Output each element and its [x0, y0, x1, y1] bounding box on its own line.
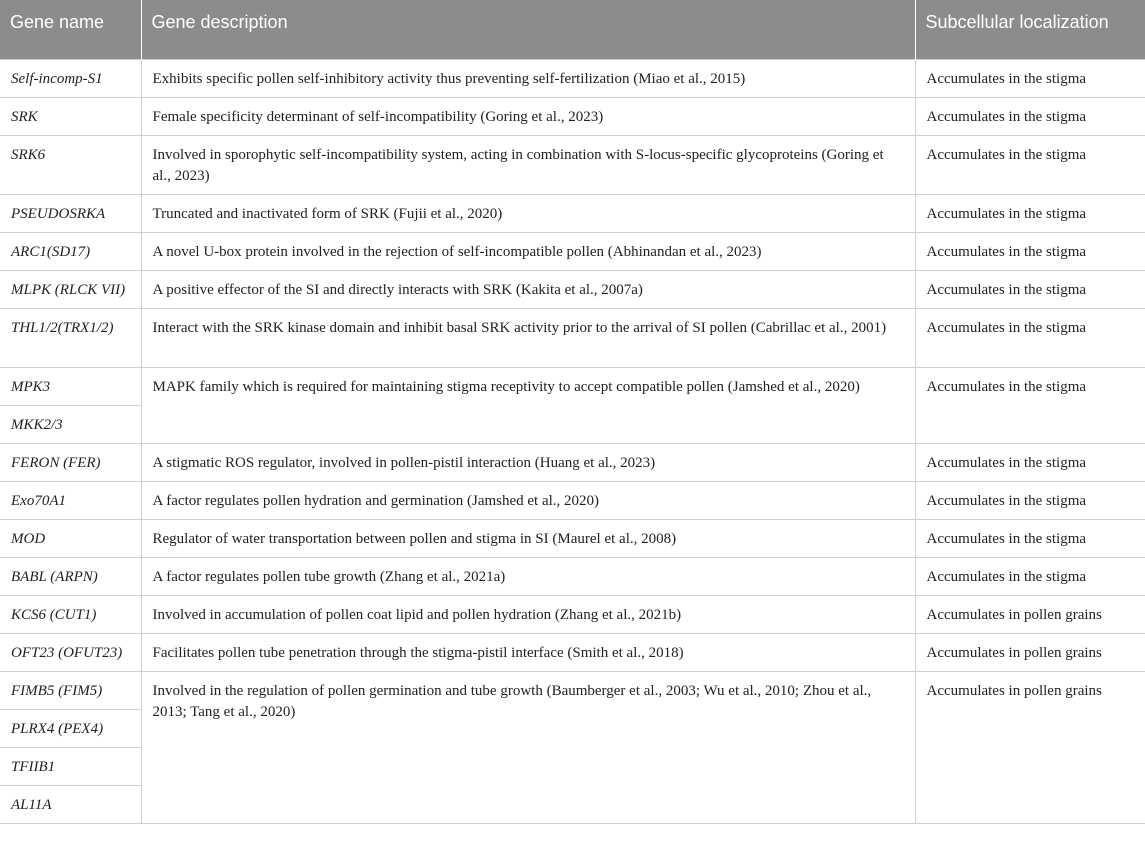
table-row: [0, 194, 1145, 232]
table-row: [0, 59, 1145, 97]
localization-cell: Accumulates in pollen grains: [915, 633, 1145, 671]
table-row: [0, 97, 1145, 135]
header-row: [0, 0, 1145, 59]
table-row: [0, 443, 1145, 481]
gene-name-cell: PSEUDOSRKA: [0, 194, 141, 232]
gene-description-cell: A factor regulates pollen tube growth (Zhang et al., 2021a): [141, 557, 915, 595]
gene-description-cell: Interact with the SRK kinase domain and inhibit basal SRK activity prior to the arrival of SI pollen (Cabrillac et al., 2001): [141, 308, 915, 367]
gene-name-cell: FERON (FER): [0, 443, 141, 481]
gene-description-cell: Regulator of water transportation between pollen and stigma in SI (Maurel et al., 2008): [141, 519, 915, 557]
localization-cell: Accumulates in the stigma: [915, 481, 1145, 519]
gene-description-cell: Exhibits specific pollen self-inhibitory activity thus preventing self-fertilization (Miao et al., 2015): [141, 59, 915, 97]
table-row: [0, 232, 1145, 270]
localization-cell: Accumulates in the stigma: [915, 443, 1145, 481]
localization-cell: Accumulates in pollen grains: [915, 595, 1145, 633]
gene-description-cell: Truncated and inactivated form of SRK (Fujii et al., 2020): [141, 194, 915, 232]
localization-cell: Accumulates in the stigma: [915, 367, 1145, 443]
gene-name-cell: PLRX4 (PEX4): [0, 709, 141, 747]
table-row: [0, 595, 1145, 633]
localization-cell: Accumulates in the stigma: [915, 270, 1145, 308]
gene-description-cell: A stigmatic ROS regulator, involved in pollen-pistil interaction (Huang et al., 2023): [141, 443, 915, 481]
localization-cell: Accumulates in the stigma: [915, 135, 1145, 194]
table-row: [0, 519, 1145, 557]
gene-name-cell: OFT23 (OFUT23): [0, 633, 141, 671]
gene-name-cell: BABL (ARPN): [0, 557, 141, 595]
gene-description-cell: A novel U-box protein involved in the rejection of self-incompatible pollen (Abhinandan et al., 2023): [141, 232, 915, 270]
gene-name-cell: THL1/2(TRX1/2): [0, 308, 141, 367]
gene-description-cell: A factor regulates pollen hydration and germination (Jamshed et al., 2020): [141, 481, 915, 519]
gene-name-cell: Self-incomp-S1: [0, 59, 141, 97]
gene-name-cell: Exo70A1: [0, 481, 141, 519]
localization-cell: Accumulates in pollen grains: [915, 671, 1145, 823]
gene-name-cell: MLPK (RLCK VII): [0, 270, 141, 308]
localization-cell: Accumulates in the stigma: [915, 557, 1145, 595]
gene-name-cell: AL11A: [0, 785, 141, 823]
header-subcellular-localization: Subcellular localization: [915, 0, 1145, 59]
gene-name-cell: KCS6 (CUT1): [0, 595, 141, 633]
gene-name-cell: SRK: [0, 97, 141, 135]
gene-name-cell: MOD: [0, 519, 141, 557]
gene-description-cell: Involved in the regulation of pollen germination and tube growth (Baumberger et al., 2003; Wu et al., 2010; Zhou et al., 2013; Tang et al., 2020): [141, 671, 915, 823]
gene-name-cell: ARC1(SD17): [0, 232, 141, 270]
localization-cell: Accumulates in the stigma: [915, 308, 1145, 367]
header-gene-name: Gene name: [0, 0, 141, 59]
gene-name-cell: TFIIB1: [0, 747, 141, 785]
gene-name-cell: MPK3: [0, 367, 141, 405]
table-row: [0, 481, 1145, 519]
gene-name-cell: MKK2/3: [0, 405, 141, 443]
gene-name-cell: FIMB5 (FIM5): [0, 671, 141, 709]
gene-description-cell: MAPK family which is required for maintaining stigma receptivity to accept compatible pollen (Jamshed et al., 2020): [141, 367, 915, 443]
gene-description-cell: A positive effector of the SI and directly interacts with SRK (Kakita et al., 2007a): [141, 270, 915, 308]
table-row: [0, 308, 1145, 367]
gene-description-cell: Facilitates pollen tube penetration through the stigma-pistil interface (Smith et al., 2018): [141, 633, 915, 671]
header-gene-description: Gene description: [141, 0, 915, 59]
localization-cell: Accumulates in the stigma: [915, 194, 1145, 232]
table-row: [0, 557, 1145, 595]
table-row: [0, 270, 1145, 308]
localization-cell: Accumulates in the stigma: [915, 97, 1145, 135]
gene-name-cell: SRK6: [0, 135, 141, 194]
gene-description-cell: Involved in sporophytic self-incompatibility system, acting in combination with S-locus-specific glycoproteins (Goring et al., 2023): [141, 135, 915, 194]
table-row: [0, 367, 1145, 405]
table-row: [0, 671, 1145, 709]
gene-description-cell: Involved in accumulation of pollen coat lipid and pollen hydration (Zhang et al., 2021b): [141, 595, 915, 633]
table-row: [0, 633, 1145, 671]
table-row: [0, 135, 1145, 194]
gene-description-cell: Female specificity determinant of self-incompatibility (Goring et al., 2023): [141, 97, 915, 135]
localization-cell: Accumulates in the stigma: [915, 519, 1145, 557]
localization-cell: Accumulates in the stigma: [915, 59, 1145, 97]
localization-cell: Accumulates in the stigma: [915, 232, 1145, 270]
